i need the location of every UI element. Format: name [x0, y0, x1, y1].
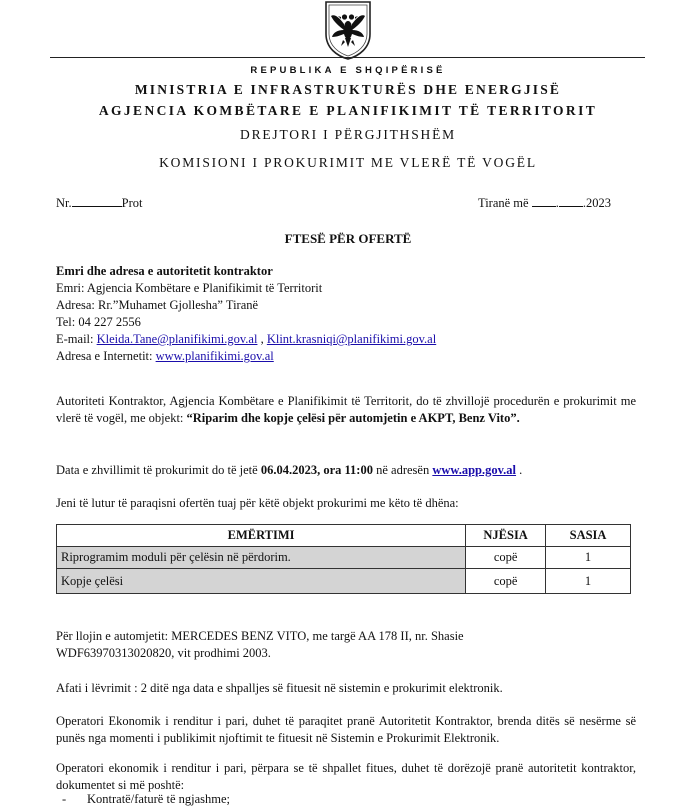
- directorate-name: DREJTORI I PËRGJITHSHËM: [240, 127, 456, 142]
- web-link[interactable]: www.planifikimi.gov.al: [155, 349, 274, 363]
- date-prefix: Tiranë më: [478, 196, 529, 210]
- documents-list: [62, 792, 230, 807]
- item-quantity: 1: [546, 547, 631, 569]
- app-link[interactable]: www.app.gov.al: [432, 463, 517, 477]
- vehicle-line-1: Për llojin e automjetit: MERCEDES BENZ VITO, me targë AA 178 II, nr. Shasie: [56, 629, 464, 643]
- date-year: .2023: [582, 196, 611, 210]
- items-table: [56, 524, 631, 594]
- header-name: EMËRTIMI: [57, 525, 466, 547]
- procurement-date-value: 06.04.2023, ora 11:00: [260, 463, 373, 477]
- table-header-row: [57, 525, 631, 547]
- operator-paragraph-2: Operatori ekonomik i renditur i pari, përpara se të shpallet fitues, duhet të dorëzojë pranë autoritetit kontraktor, dokumentet si më poshtë:: [56, 761, 636, 792]
- email-link-2[interactable]: Klint.krasniqi@planifikimi.gov.al: [266, 332, 437, 346]
- authority-tel: Tel: 04 227 2556: [56, 315, 141, 329]
- item-name: Riprogramim moduli për çelësin në përdorim.: [57, 547, 466, 569]
- procurement-object: “Riparim dhe kopje çelësi për automjetin e AKPT, Benz Vito”.: [186, 411, 520, 425]
- nr-blank: [72, 195, 122, 207]
- delivery-deadline: Afati i lëvrimit : 2 ditë nga data e shpalljes së fituesit në sistemin e prokurimit elektronik.: [56, 681, 503, 695]
- authority-name: Emri: Agjencia Kombëtare e Planifikimit të Territorit: [56, 281, 323, 295]
- item-quantity: 1: [546, 569, 631, 594]
- item-unit: copë: [466, 569, 546, 594]
- procurement-date-suffix: .: [516, 463, 523, 477]
- web-label: Adresa e Internetit:: [56, 349, 156, 363]
- list-item: - Kontratë/faturë të ngjashme;: [62, 792, 230, 807]
- authority-block: [56, 263, 646, 365]
- protocol-number: [56, 195, 142, 212]
- procurement-date-paragraph: [56, 462, 646, 479]
- prot-label: Prot: [121, 196, 143, 210]
- document-title: FTESË PËR OFERTË: [284, 231, 412, 246]
- header-quantity: SASIA: [546, 525, 631, 547]
- nr-label: Nr.: [56, 196, 72, 210]
- table-row: [57, 569, 631, 594]
- date-separator: .: [555, 196, 559, 210]
- document-date: [478, 195, 611, 212]
- offer-request: Jeni të lutur të paraqisni ofertën tuaj për këtë objekt prokurimi me këto të dhëna:: [56, 496, 459, 510]
- intro-text: Autoriteti Kontraktor, Agjencia Kombëtare e Planifikimit të Territorit, do të zhvillojë procedurën e prokurimit me vlerë të vogël, me objekt:: [56, 394, 636, 425]
- commission-name: KOMISIONI I PROKURIMIT ME VLERË TË VOGËL: [159, 155, 537, 170]
- day-blank: [532, 195, 556, 207]
- operator-paragraph-1: Operatori Ekonomik i renditur i pari, duhet të paraqitet pranë Autoritetit Kontraktor, brenda ditës së nesërme së punës nga momenti i publikimit njoftimit te fituesit në Sistemin e Prokurimit Elektronik.: [56, 714, 636, 745]
- vehicle-info: [56, 628, 646, 662]
- item-unit: copë: [466, 547, 546, 569]
- authority-email: [56, 331, 646, 348]
- coat-of-arms-emblem: [322, 0, 374, 60]
- email-link-1[interactable]: Kleida.Tane@planifikimi.gov.al: [96, 332, 258, 346]
- agency-name: AGJENCIA KOMBËTARE E PLANIFIKIMIT TË TERRITORIT: [98, 103, 598, 118]
- authority-web: [56, 348, 646, 365]
- authority-heading: Emri dhe adresa e autoritetit kontraktor: [56, 264, 273, 278]
- procurement-date-prefix: Data e zhvillimit të prokurimit do të jetë: [56, 463, 261, 477]
- header-unit: NJËSIA: [466, 525, 546, 547]
- republic-name: REPUBLIKA E SHQIPËRISË: [250, 65, 446, 76]
- intro-paragraph: [56, 393, 636, 427]
- month-blank: [559, 195, 583, 207]
- authority-address: Adresa: Rr.”Muhamet Gjollesha” Tiranë: [56, 298, 259, 312]
- table-row: [57, 547, 631, 569]
- email-separator: ,: [257, 332, 267, 346]
- email-label: E-mail:: [56, 332, 97, 346]
- item-name: Kopje çelësi: [57, 569, 466, 594]
- vehicle-line-2: WDF63970313020820, vit prodhimi 2003.: [56, 646, 271, 660]
- procurement-date-middle: në adresën: [372, 463, 433, 477]
- header-divider: [50, 57, 645, 58]
- ministry-name: MINISTRIA E INFRASTRUKTURËS DHE ENERGJISË: [134, 82, 562, 97]
